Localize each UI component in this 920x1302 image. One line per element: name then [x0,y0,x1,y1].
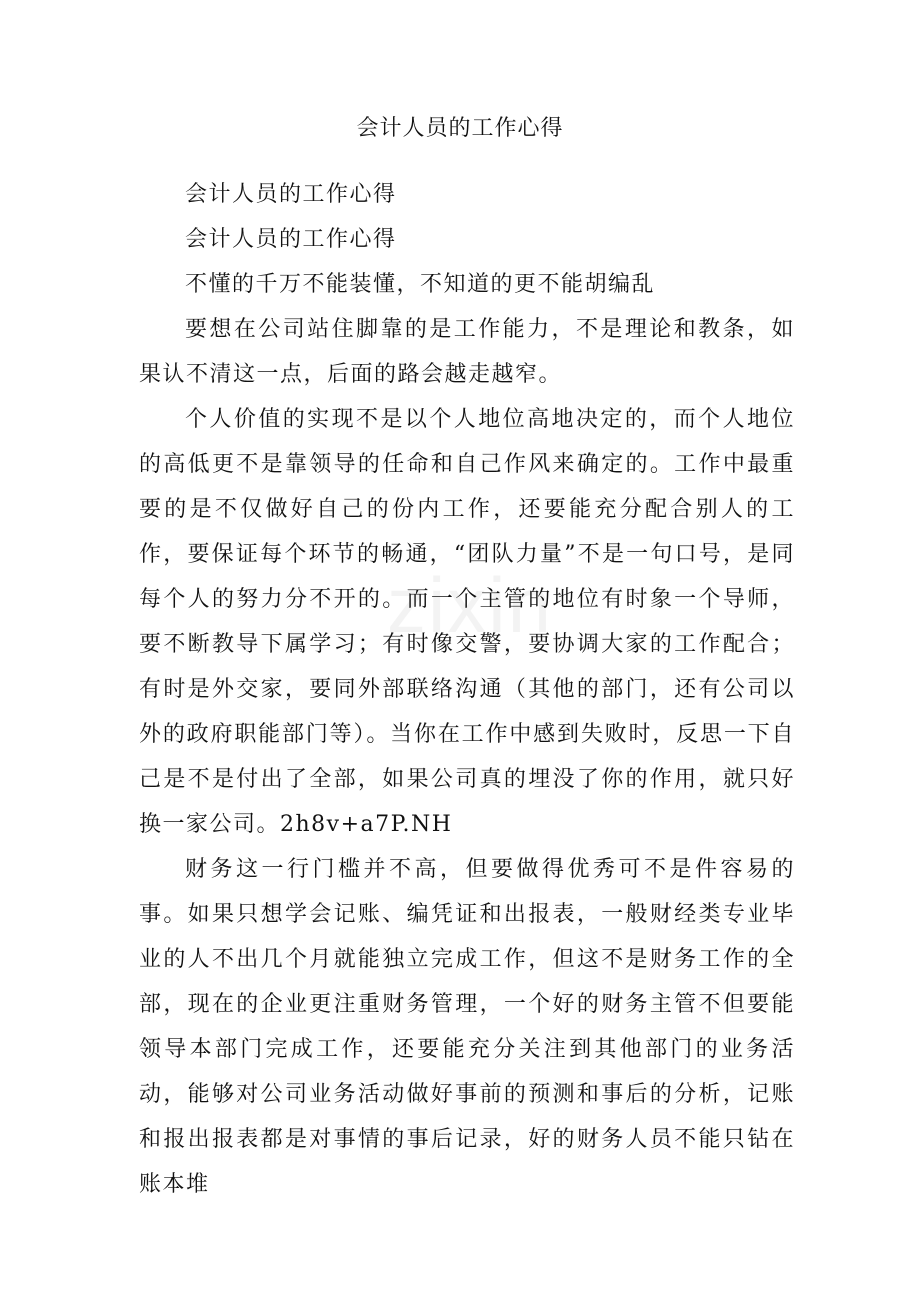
paragraph: 会计人员的工作心得 [185,182,397,207]
paragraph: 会计人员的工作心得 [185,227,397,252]
paragraph: 财务这一行门槛并不高，但要做得优秀可不是件容易的事。如果只想学会记账、编凭证和出报表，一般财经类专业毕业的人不出几个月就能独立完成工作，但这不是财务工作的全部，现在的企业更注重财务管理，一个好的财务主管不但要能领导本部门完成工作，还要能充分关注到其他部门的业务活动，能够对公司业务活动做好事前的预测和事后的分析，记账和报出报表都是对事情的事后记录，好的财务人员不能只钻在账本堆 [139,857,795,1197]
paragraph: 不懂的千万不能装懂，不知道的更不能胡编乱 [185,272,656,297]
document-body [139,172,795,1207]
paragraph: 个人价值的实现不是以个人地位高地决定的，而个人地位的高低更不是靠领导的任命和自己作风来确定的。工作中最重要的是不仅做好自己的份内工作，还要能充分配合别人的工作，要保证每个环节的畅通，“团队力量”不是一句口号，是同每个人的努力分不开的。而一个主管的地位有时象一个导师，要不断教导下属学习；有时像交警，要协调大家的工作配合；有时是外交家，要同外部联络沟通（其他的部门，还有公司以外的政府职能部门等）。当你在工作中感到失败时，反思一下自己是不是付出了全部，如果公司真的埋没了你的作用，就只好换一家公司。2h8v+a7P.NH [139,407,795,837]
paragraph: 要想在公司站住脚靠的是工作能力，不是理论和教条，如果认不清这一点，后面的路会越走越窄。 [139,317,795,387]
document-title: 会计人员的工作心得 [356,116,564,141]
watermark: zixin [386,561,554,649]
